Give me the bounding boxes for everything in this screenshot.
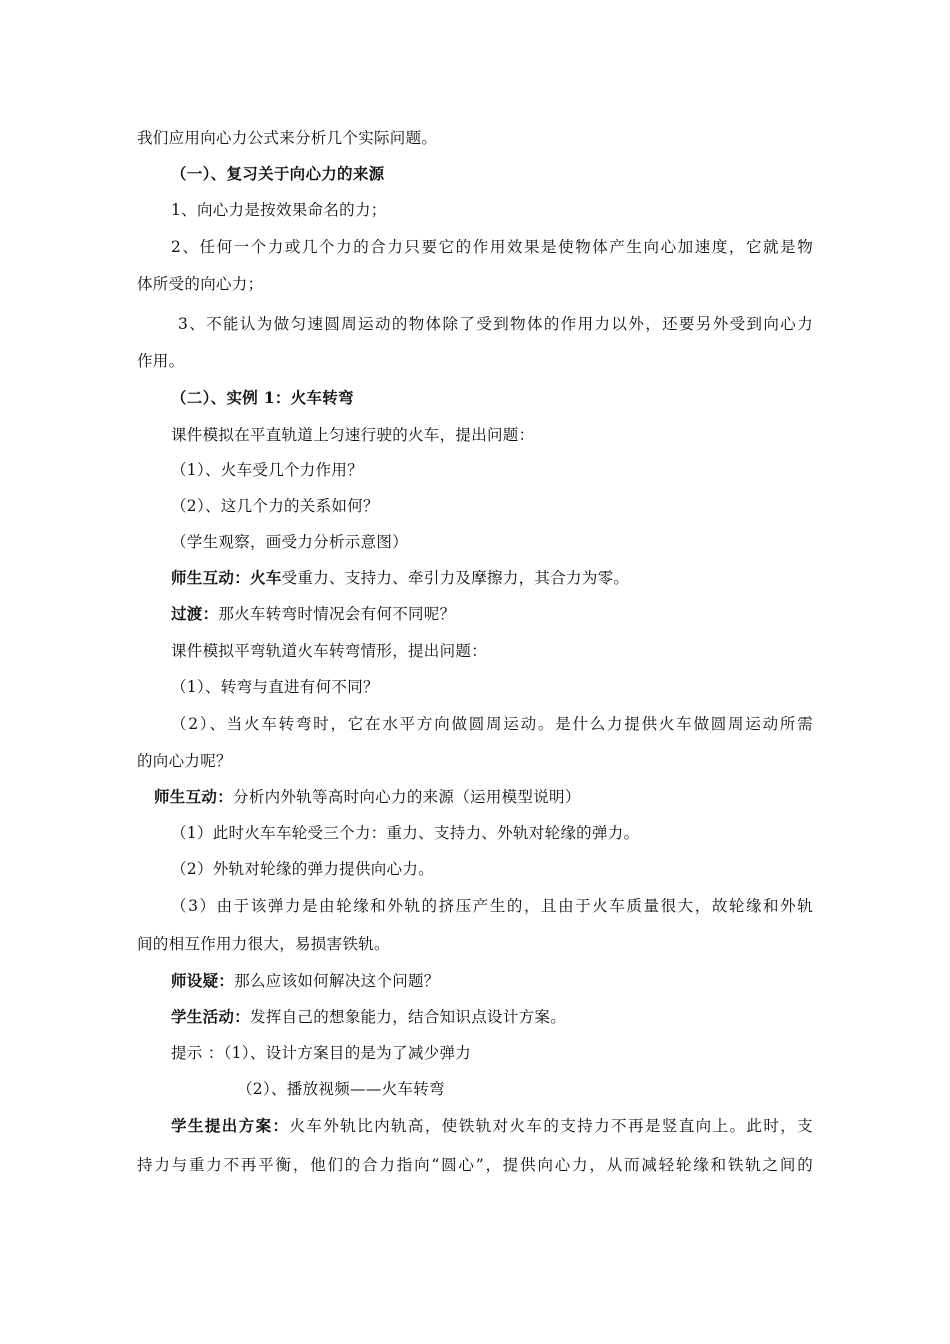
paragraph-line: （2）外轨对轮缘的弹力提供向心力。 <box>171 860 434 878</box>
paragraph-line: 持力与重力不再平衡，他们的合力指向“圆心”，提供向心力，从而减轻轮缘和铁轨之间的 <box>137 1156 813 1174</box>
paragraph-line: 课件模拟在平直轨道上匀速行驶的火车，提出问题： <box>171 426 535 444</box>
paragraph-line: （1）、火车受几个力作用？ <box>171 461 364 479</box>
paragraph-line: 提示 ：（1）、设计方案目的是为了减少弹力 <box>171 1044 472 1062</box>
paragraph-line: 过渡：那火车转弯时情况会有何不同呢？ <box>171 604 456 623</box>
paragraph-line: （学生观察，画受力分析示意图） <box>171 533 409 551</box>
paragraph-line: （2）、播放视频——火车转弯 <box>237 1080 445 1098</box>
paragraph-line: 师生互动：分析内外轨等高时向心力的来源（运用模型说明） <box>154 787 581 806</box>
paragraph-line: （2）、当火车转弯时，它在水平方向做圆周运动。是什么力提供火车做圆周运动所需 <box>171 715 813 733</box>
paragraph-line: 学生活动：发挥自己的想象能力，结合知识点设计方案。 <box>171 1007 567 1026</box>
paragraph-line: （2）、这几个力的关系如何？ <box>171 497 379 515</box>
paragraph-line: 课件模拟平弯轨道火车转弯情形，提出问题： <box>171 642 488 660</box>
paragraph-line: 我们应用向心力公式来分析几个实际问题。 <box>137 129 438 147</box>
paragraph-line: 作用。 <box>137 352 185 370</box>
paragraph-line: （3）由于该弹力是由轮缘和外轨的挤压产生的，且由于火车质量很大，故轮缘和外轨 <box>171 897 813 915</box>
paragraph-line: 师生互动：火车受重力、支持力、牵引力及摩擦力，其合力为零。 <box>171 568 630 587</box>
section-heading-2: （二）、实例 1：火车转弯 <box>171 388 354 407</box>
paragraph-line: （1）此时火车车轮受三个力：重力、支持力、外轨对轮缘的弹力。 <box>171 824 640 842</box>
paragraph-line: 的向心力呢？ <box>137 752 232 770</box>
paragraph-line: （1）、转弯与直进有何不同？ <box>171 678 379 696</box>
paragraph-line: 师设疑：那么应该如何解决这个问题？ <box>171 971 440 990</box>
paragraph-line: 间的相互作用力很大，易损害铁轨。 <box>137 935 390 953</box>
paragraph-line: 学生提出方案：火车外轨比内轨高，使铁轨对火车的支持力不再是竖直向上。此时，支 <box>171 1116 813 1135</box>
paragraph-line: 体所受的向心力； <box>137 275 264 293</box>
paragraph-line: 2、任何一个力或几个力的合力只要它的作用效果是使物体产生向心加速度，它就是物 <box>171 238 813 256</box>
paragraph-line: 3、不能认为做匀速圆周运动的物体除了受到物体的作用力以外，还要另外受到向心力 <box>178 315 813 333</box>
paragraph-line: 1、向心力是按效果命名的力； <box>171 201 387 219</box>
section-heading-1: （一）、复习关于向心力的来源 <box>171 164 385 183</box>
